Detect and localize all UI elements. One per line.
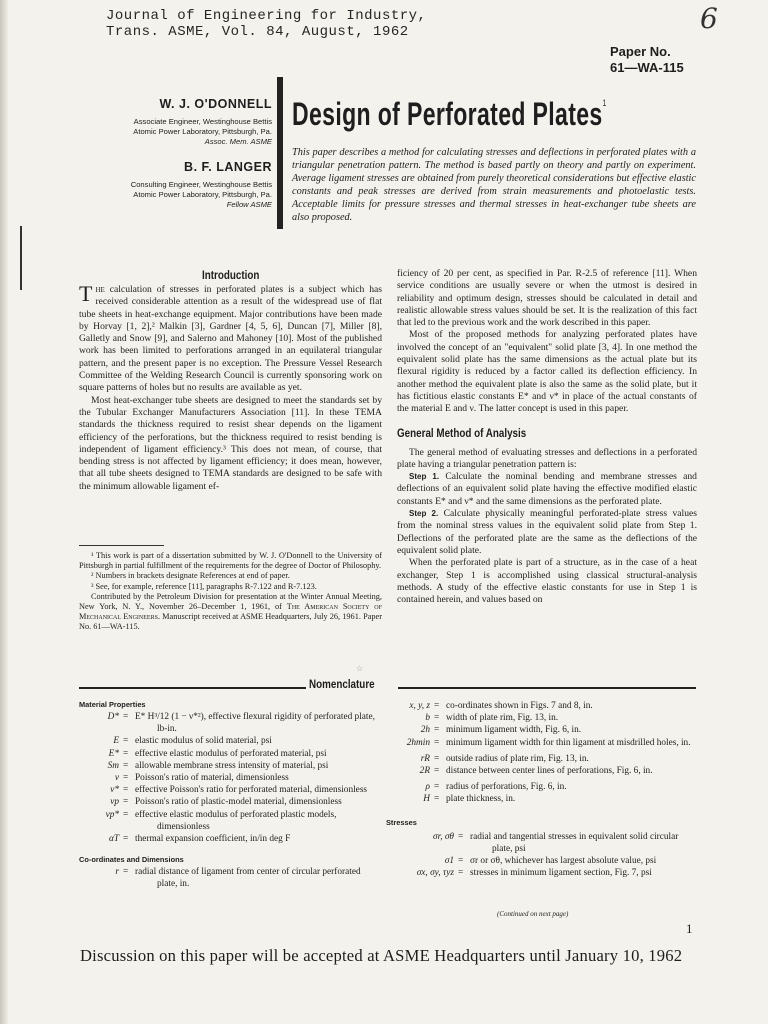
definition: σr or σθ, whichever has largest absolute value, psi (470, 856, 657, 867)
right-paragraph-2: Most of the proposed methods for analyzing perforated plates have involved the concept of an "equivalent" solid plate [3, 4]. In one method the equivalent solid plate has the same dimensions as the actual plate but its flexural rigidity is reduced by a factor called its deflection efficiency. In another method the equivalent plate is also the same as the solid plate, but it has fictitious elastic constants E* and ν* in place of the actual constants of the material E and ν. The latter concept is used in this paper. (397, 329, 697, 415)
author-1 (133, 97, 272, 147)
paper-number-label: Paper No. (610, 44, 671, 59)
abstract: This paper describes a method for calculating stresses and deflections in perforated plates with a triangular penetration pattern. The method is based partly on theory and partly on experiment. Average ligament stresses are obtained from purely theoretical considerations but effective elastic constants and peak stresses are derived from strain measurements and photoelastic tests. Acceptable limits for pressure stresses and thermal stresses in heat-exchanger tube sheets are also proposed. (292, 147, 696, 223)
step-text: Calculate the nominal bending and membrane stresses and deflections of an equivalent solid plate having the effective modified elastic constants E* and ν* and the same dimensions as the perforated plate. (397, 471, 697, 507)
nomenclature-row: x, y, z = co-ordinates shown in Figs. 7 and 8, in. (370, 700, 697, 712)
journal-line-2: Trans. ASME, Vol. 84, August, 1962 (106, 24, 409, 40)
step-text: Calculate physically meaningful perforated-plate stress values from the nominal stress values in the equivalent solid plate from Step 1. Deflections of the perforated plate are the same as the deflections of the equivalent solid plate. (397, 508, 698, 556)
nomenclature-row: E = elastic modulus of solid material, psi (79, 735, 382, 747)
nomenclature-row: αT = thermal expansion coefficient, in/in deg F (79, 833, 382, 845)
symbol: σ1 (444, 856, 454, 867)
section-heading-general-method (397, 427, 697, 447)
nomenclature-row: b = width of plate rim, Fig. 13, in. (370, 712, 697, 724)
affiliation-line: Associate Engineer, Westinghouse Bettis (133, 117, 272, 126)
nomenclature-rule-left (79, 687, 307, 689)
symbol: Sm (107, 760, 119, 771)
step-1 (397, 471, 697, 508)
nomenclature-row: r = radial distance of ligament from center of circular perforated plate, in. (79, 866, 382, 890)
affiliation-line: Assoc. Mem. ASME (204, 137, 272, 146)
definition: plate thickness, in. (446, 794, 516, 805)
contribution-text: . Manuscript received at ASME Headquarters, July 26, 1961. Paper No. 61—WA-115. (79, 612, 382, 632)
handwritten-page-mark: 6 (700, 2, 718, 35)
scan-edge (0, 0, 8, 1024)
definition: effective Poisson's ratio for perforated material, dimensionless (135, 785, 368, 796)
footnote-3: ³ See, for example, reference [11], paragraphs R-7.122 and R-7.123. (91, 581, 317, 591)
stresses-list (370, 831, 697, 880)
symbol: D* (107, 712, 119, 722)
section-heading-introduction (202, 268, 272, 282)
title-footnote-mark: 1 (602, 98, 607, 108)
footnotes (79, 551, 382, 633)
material-list (79, 711, 382, 845)
definition: outside radius of plate rim, Fig. 13, in. (446, 753, 589, 764)
nomenclature-rule-right (398, 687, 696, 689)
journal-citation (106, 8, 426, 40)
discussion-notice: Discussion on this paper will be accepted at ASME Headquarters until January 10, 1962 (80, 946, 683, 965)
author-2 (131, 160, 272, 210)
nomenclature-right (370, 700, 697, 879)
affiliation-line: Atomic Power Laboratory, Pittsburgh, Pa. (133, 127, 272, 136)
symbol: σr, σθ (433, 831, 454, 842)
definition: Poisson's ratio of material, dimensionless (135, 773, 289, 784)
small-caps-lead: he (95, 284, 105, 295)
symbol: ρ (425, 782, 430, 793)
nomenclature-row: rR = outside radius of plate rim, Fig. 13, in. (370, 753, 697, 765)
right-paragraph-1: ficiency of 20 per cent, as specified in Par. R-2.5 of reference [11]. When service conditions are usually severe or when the utmost is desired in reliability and optimum design, stresses should be calculated in detail and realistic allowable stress values should be set. It is the realization of this fact that led to the previous work and the work described in this paper. (397, 268, 697, 329)
symbol: E* (108, 748, 119, 759)
nomenclature-row: ρ = radius of perforations, Fig. 6, in. (370, 781, 697, 793)
definition: minimum ligament width, Fig. 6, in. (446, 725, 582, 736)
definition: co-ordinates shown in Figs. 7 and 8, in. (446, 701, 593, 711)
definition: stresses in minimum ligament section, Fig. 7, psi (470, 868, 652, 879)
symbol: αT (108, 834, 119, 845)
symbol: r (115, 867, 119, 878)
step-label: Step 2. (409, 509, 439, 519)
right-paragraph-4: When the perforated plate is part of a structure, as in the case of a heat exchanger, Step 1 is accomplished using classical structural-analysis methods. A study of the effective elastic constants for use in Step 1 is contained herein, and values based on (397, 557, 697, 606)
definition: elastic modulus of solid material, psi (135, 736, 272, 747)
title-rule (277, 77, 283, 229)
scan-smudge: ☆ (356, 664, 364, 673)
paper-number (610, 44, 684, 76)
footnote-1: ¹ This work is part of a dissertation submitted by W. J. O'Donnell to the University of Pittsburgh in partial fulfillment of the requirements for the degree of Doctor of Philosophy. (79, 551, 382, 571)
society-name: The American Society of Mechanical Engineers (79, 602, 382, 622)
heading-text: Nomenclature (309, 677, 375, 691)
paper-number-value: 61—WA-115 (610, 60, 684, 75)
author-1-name: W. J. O'DONNELL (159, 97, 272, 111)
symbol: rR (420, 753, 430, 764)
symbol: H (423, 794, 430, 805)
definition: radial and tangential stresses in equivalent solid circular plate, psi (470, 831, 679, 854)
nomenclature-row: 2R = distance between center lines of perforations, Fig. 6, in. (370, 765, 697, 777)
footnote-2: ² Numbers in brackets designate References at end of paper. (91, 571, 290, 581)
author-1-affiliation (133, 117, 272, 147)
definition: Poisson's ratio of plastic-model material, dimensionless (135, 797, 342, 808)
symbol: 2R (419, 766, 430, 777)
contribution-text: Contributed by the Petroleum Division for presentation at the Winter Annual Meeting, New York, N. Y., November 26–December 1, 1961, of (79, 591, 382, 612)
paper-title-text: Design of Perforated Plates (292, 96, 603, 132)
symbol: νp* (105, 809, 119, 820)
nomenclature-row: νp* = effective elastic modulus of perforated plastic models, dimensionless (79, 809, 382, 833)
paragraph-text: calculation of stresses in perforated plates is a subject which has received considerable attention as a result of the widespread use of flat tube sheets in heat-exchange equipment. Major contributions have been made by Horvay [1, 2],² Malkin [3], Gardner [4, 5, 6], Duncan [7], Miller [8], Galletly and Snow [9], and Salerno and Mahoney [10]. Most of the published work has been limited to perforations arranged in an equilateral triangular pattern, and the present paper is no exception. The Pressure Vessel Research Committee of the Welding Research Council is currently sponsoring work on square patterns of holes but no results are available as yet. (79, 284, 382, 394)
page-number: 1 (686, 921, 693, 936)
intro-paragraph-2: Most heat-exchanger tube sheets are designed to meet the standards set by the Tubular Exchanger Manufacturers Association [11]. In these TEMA standards the thickness required to resist shear depends on the ligament efficiency of the perforations, but the thickness required to resist bending is independent of ligament efficiency.³ This does not mean, of course, that bending stress is not affected by ligament efficiency; it does mean, however, that all tube sheets designed to TEMA standards are designed to be safe with the minimum allowable ligament ef- (79, 394, 382, 492)
definition: effective elastic modulus of perforated material, psi (135, 748, 327, 759)
symbol: x, y, z (409, 701, 430, 711)
symbol: b (425, 713, 430, 724)
nomenclature-row: Sm = allowable membrane stress intensity of material, psi (79, 760, 382, 772)
continued-note: (Continued on next page) (497, 910, 569, 918)
symbol: 2h (420, 725, 430, 736)
stresses-heading: Stresses (386, 817, 417, 827)
heading-text: General Method of Analysis (397, 425, 527, 440)
material-properties-heading: Material Properties (79, 700, 146, 709)
definition: distance between center lines of perforations, Fig. 6, in. (446, 766, 653, 777)
nomenclature-row: νp = Poisson's ratio of plastic-model material, dimensionless (79, 796, 382, 808)
nomenclature-left (79, 700, 382, 891)
heading-text: Introduction (202, 268, 260, 282)
nomenclature-row: E* = effective elastic modulus of perforated material, psi (79, 748, 382, 760)
symbol: E (113, 736, 119, 747)
nomenclature-row: ν = Poisson's ratio of material, dimensionless (79, 772, 382, 784)
definition: E* H³/12 (1 − ν*²), effective flexural rigidity of perforated plate, lb-in. (135, 712, 375, 735)
symbol: ν (114, 773, 119, 784)
paper-title (292, 96, 607, 133)
definition: thermal expansion coefficient, in/in deg F (135, 834, 291, 845)
step-label: Step 1. (409, 472, 440, 482)
drop-cap: T (79, 281, 93, 306)
symbol: 2hmin (406, 737, 430, 748)
left-column-body (79, 281, 382, 493)
symbol: ν* (110, 785, 119, 796)
definition: allowable membrane stress intensity of material, psi (135, 760, 329, 771)
affiliation-line: Fellow ASME (226, 200, 272, 209)
definition: radial distance of ligament from center of circular perforated plate, in. (135, 867, 361, 890)
nomenclature-row: ν* = effective Poisson's ratio for perforated material, dimensionless (79, 784, 382, 796)
author-2-name: B. F. LANGER (184, 160, 272, 174)
affiliation-line: Consulting Engineer, Westinghouse Bettis (130, 180, 272, 189)
step-2 (397, 508, 697, 557)
definition: effective elastic modulus of perforated plastic models, dimensionless (135, 809, 337, 832)
symbol: νp (110, 797, 119, 808)
coordinates-list-left (79, 866, 382, 890)
nomenclature-row: D* = E* H³/12 (1 − ν*²), effective flexural rigidity of perforated plate, lb-in. (79, 711, 382, 735)
symbol: σx, σy, τyz (416, 868, 454, 879)
nomenclature-row: σ1 = σr or σθ, whichever has largest absolute value, psi (370, 855, 697, 867)
nomenclature-row: 2hmin = minimum ligament width for thin ligament at misdrilled holes, in. (370, 737, 697, 749)
intro-paragraph-1 (79, 281, 382, 395)
affiliation-line: Atomic Power Laboratory, Pittsburgh, Pa. (133, 190, 272, 199)
author-2-affiliation (131, 180, 272, 210)
journal-line-1: Journal of Engineering for Industry, (106, 8, 427, 24)
nomenclature-row: σx, σy, τyz = stresses in minimum ligament section, Fig. 7, psi (370, 867, 697, 879)
nomenclature-title (306, 677, 392, 691)
definition: radius of perforations, Fig. 6, in. (446, 782, 567, 793)
margin-mark (20, 226, 22, 290)
definition: minimum ligament width for thin ligament at misdrilled holes, in. (446, 737, 691, 748)
contribution-note (79, 592, 382, 633)
nomenclature-row: 2h = minimum ligament width, Fig. 6, in. (370, 724, 697, 736)
nomenclature-row: σr, σθ = radial and tangential stresses in equivalent solid circular plate, psi (370, 831, 697, 855)
definition: width of plate rim, Fig. 13, in. (446, 713, 559, 724)
coordinates-list-right (370, 700, 697, 806)
right-column-body (397, 268, 697, 606)
footnote-divider (79, 545, 164, 546)
right-paragraph-3: The general method of evaluating stresses and deflections in a perforated plate having a triangular penetration pattern is: (397, 446, 697, 470)
nomenclature-row: H = plate thickness, in. (370, 793, 697, 805)
coordinates-heading: Co-ordinates and Dimensions (79, 855, 184, 865)
